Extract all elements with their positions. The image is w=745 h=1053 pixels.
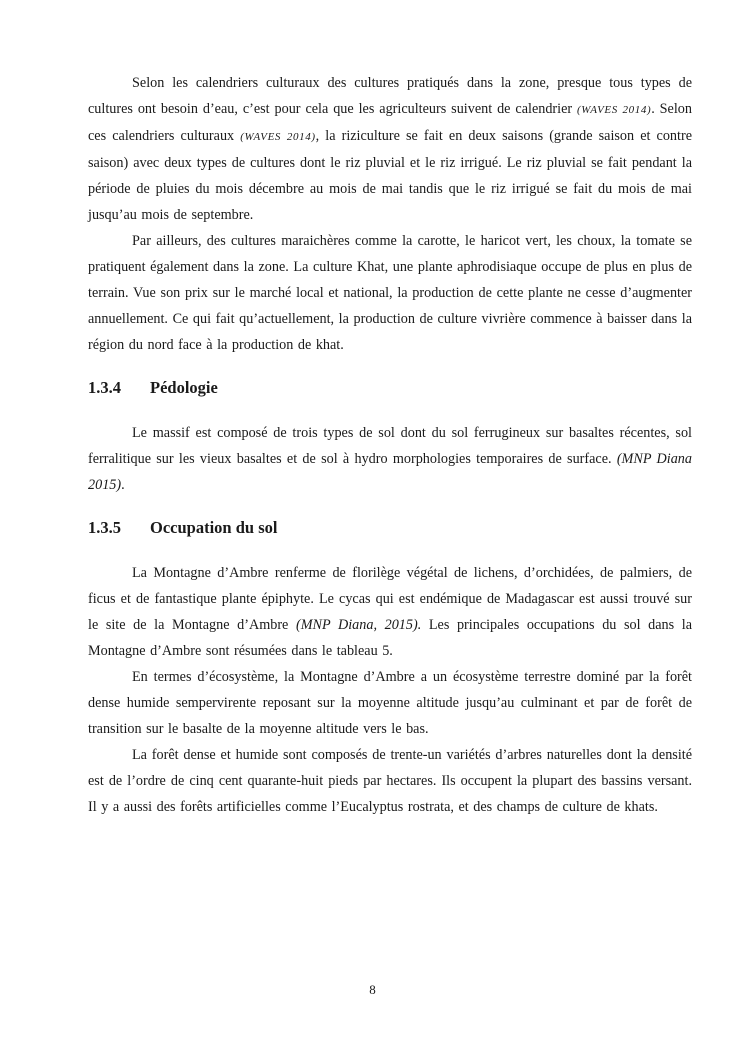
section-heading-occupation-du-sol [88,516,692,540]
document-page [88,70,692,820]
paragraph-foret-dense: La forêt dense et humide sont composés de trente-un variétés d’arbres naturelles dont la densité est de l’ordre de cinq cent quarante-huit pieds par hectares. Ils occupent la plupart des bassins versant. Il y a aussi des forêts artificielles comme l’Eucalyptus rostrata, et des champs de culture de khats. [88,747,692,815]
paragraph-cultures-maraicheres: Par ailleurs, des cultures maraichères comme la carotte, le haricot vert, les choux, la tomate se pratiquent également dans la zone. La culture Khat, une plante aphrodisiaque occupe de plus en plus de terrain. Vue son prix sur le marché local et national, la production de cette plante ne cesse d’augmenter annuellement. Ce qui fait qu’actuellement, la production de culture vivrière commence à baisser dans la région du nord face à la production de khat. [88,233,692,353]
section-heading-pedologie [88,376,692,400]
citation-mnp: (MNP Diana 2015) [88,451,692,493]
paragraph-ecosysteme: En termes d’écosystème, la Montagne d’Ambre a un écosystème terrestre dominé par la forêt dense humide sempervirente reposant sur la moyenne altitude jusqu’au culminant et par de forêt de transition sur le basalte de la moyenne altitude vers le bas. [88,669,692,737]
citation-mnp: (MNP Diana, 2015). [295,617,422,633]
paragraph-pedologie: Le massif est composé de trois types de sol dont du sol ferrugineux sur basaltes récentes, sol ferralitique sur les vieux basaltes et de sol à hydro morphologies temporaires de surface. (MNP Diana 2015). [88,425,692,493]
section-title: Pédologie [150,378,218,397]
citation-waves-1: (WAVES 2014) [577,104,652,116]
page-number: 8 [369,982,376,997]
section-number: 1.3.4 [88,378,121,397]
paragraph-montagne-ambre: La Montagne d’Ambre renferme de florilège végétal de lichens, d’orchidées, de palmiers, de ficus et de fantastique plante épiphyte. Le cycas qui est endémique de Madagascar est aussi trouvé sur le site de la Montagne d’Ambre (MNP Diana, 2015). Les principales occupations du sol dans la Montagne d’Ambre sont résumées dans le tableau 5. [88,565,693,659]
section-number: 1.3.5 [88,518,121,537]
citation-waves-2: (WAVES 2014) [240,131,316,143]
paragraph-calendriers: Selon les calendriers culturaux des cultures pratiqués dans la zone, presque tous types de cultures ont besoin d’eau, c’est pour cela que les agriculteurs suivent de calendrier (WAVES 2014). Selon ces calendriers culturaux (WAVES 2014), la riziculture se fait en deux saisons (grande saison et contre saison) avec deux types de cultures dont le riz pluvial et le riz irrigué. Le riz pluvial se fait pendant la période de pluies du mois décembre au mois de mai tandis que le riz irrigué se fait du mois de mai jusqu’au mois de septembre. [88,75,692,223]
section-title: Occupation du sol [150,518,278,537]
